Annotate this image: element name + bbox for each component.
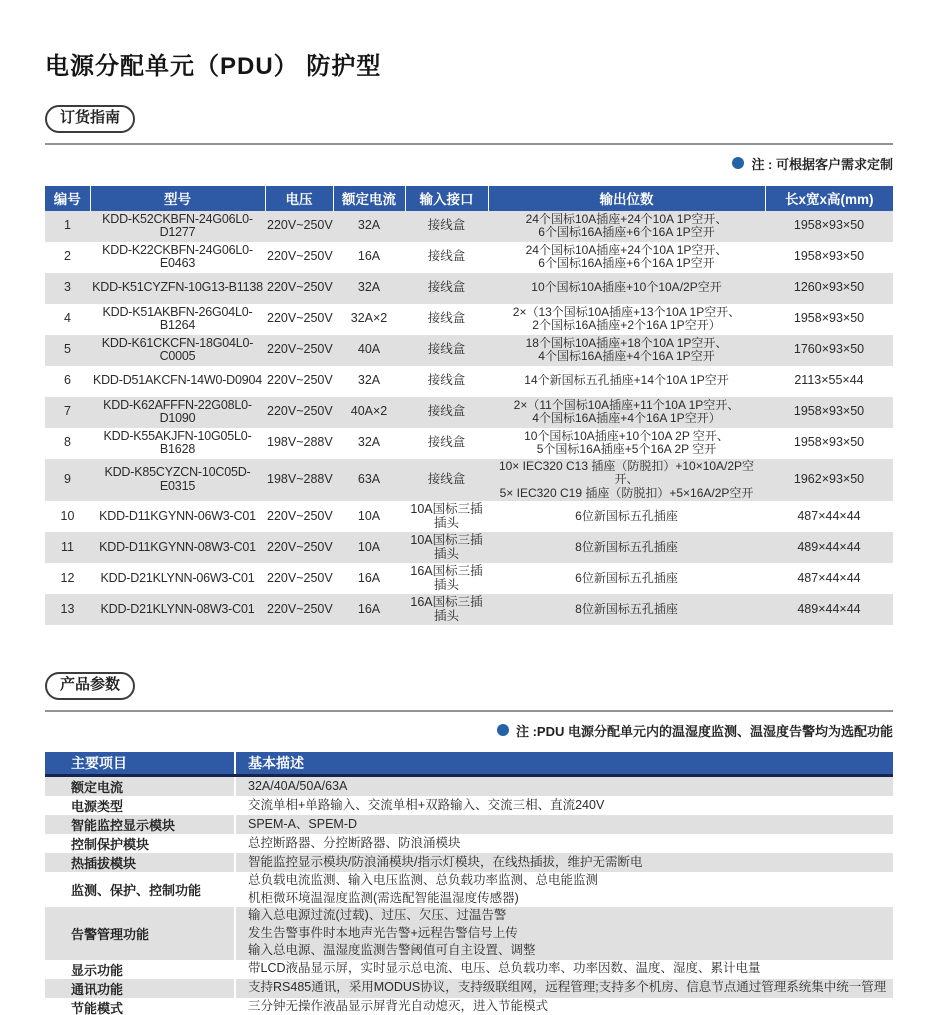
cell-desc	[235, 960, 893, 979]
cell-output	[488, 366, 765, 397]
cell-no: 11	[61, 539, 74, 554]
cell-dims: 2113×55×44	[794, 373, 864, 388]
cell-output	[488, 459, 765, 502]
cell-dims: 489×44×44	[797, 601, 861, 616]
cell-item: 智能监控显示模块	[45, 815, 235, 834]
cell-output	[488, 397, 765, 428]
ordering-table-row	[45, 594, 893, 625]
cell-input: 接线盒	[427, 249, 466, 264]
cell-desc	[235, 796, 893, 815]
cell-current: 32A	[357, 280, 381, 295]
cell-output	[488, 594, 765, 625]
cell-input: 接线盒	[427, 311, 466, 326]
cell-current: 63A	[357, 472, 381, 486]
ordering-table-row	[45, 366, 893, 397]
desc-line: SPEM-A、SPEM-D	[248, 816, 358, 831]
cell-output	[488, 532, 765, 563]
output-line: 4个国标16A插座+4个16A 1P空开	[538, 349, 715, 363]
ordering-table-row	[45, 273, 893, 304]
cell-input: 接线盒	[427, 373, 466, 388]
parameters-section-badge: 产品参数	[45, 672, 135, 700]
cell-item: 通讯功能	[45, 979, 235, 998]
cell-output	[488, 563, 765, 594]
cell-model: KDD-K62AFFFN-22G08L0-D1090	[103, 397, 252, 425]
cell-no: 4	[64, 311, 71, 326]
desc-line: 发生告警事件时本地声光告警+远程告警信号上传	[248, 925, 518, 940]
ordering-table-row	[45, 532, 893, 563]
cell-desc	[235, 815, 893, 834]
cell-model: KDD-D21KLYNN-06W3-C01	[100, 570, 255, 585]
parameters-table	[45, 752, 893, 1015]
cell-input: 10A国标三插插头	[410, 533, 483, 561]
cell-input: 接线盒	[427, 342, 466, 357]
cell-desc	[235, 872, 893, 907]
cell-item: 控制保护模块	[45, 834, 235, 853]
cell-dims: 487×44×44	[797, 508, 861, 523]
cell-no: 1	[64, 218, 71, 233]
ordering-table-row	[45, 242, 893, 273]
ordering-note-text: 注 : 可根据客户需求定制	[751, 156, 893, 172]
cell-model: KDD-D21KLYNN-08W3-C01	[100, 601, 255, 616]
output-line: 6个国标16A插座+6个16A 1P空开	[538, 225, 715, 239]
parameters-table-row	[45, 907, 893, 960]
output-line: 8位新国标五孔插座	[575, 539, 678, 554]
ordering-section	[45, 81, 893, 625]
cell-model: KDD-D11KGYNN-06W3-C01	[99, 508, 256, 523]
col-header-item: 主要项目	[45, 752, 235, 776]
ordering-col-header-1: 型号	[90, 186, 265, 211]
col-header-desc: 基本描述	[235, 752, 893, 776]
cell-dims: 487×44×44	[797, 570, 861, 585]
cell-no: 13	[60, 601, 75, 616]
cell-model: KDD-K55AKJFN-10G05L0-B1628	[103, 428, 252, 456]
cell-current: 40A×2	[350, 404, 388, 419]
output-line: 6位新国标五孔插座	[575, 570, 678, 585]
cell-no: 9	[64, 472, 71, 486]
output-line: 6个国标16A插座+6个16A 1P空开	[538, 256, 715, 270]
desc-line: 支持RS485通讯，采用MODUS协议，支持级联组网，远程管理;支持多个机房、信息节点通过管理系统集中统一管理	[248, 980, 887, 995]
parameters-note	[45, 721, 893, 740]
cell-output	[488, 428, 765, 459]
parameters-table-header-row	[45, 752, 893, 776]
cell-dims: 1760×93×50	[793, 342, 865, 357]
output-line: 8位新国标五孔插座	[575, 601, 678, 616]
ordering-col-header-2: 电压	[265, 186, 333, 211]
cell-input: 接线盒	[427, 404, 466, 419]
cell-current: 16A	[357, 249, 381, 264]
cell-dims: 1958×93×50	[793, 218, 865, 233]
cell-current: 32A	[357, 373, 381, 388]
parameters-table-row	[45, 872, 893, 907]
cell-model: KDD-K52CKBFN-24G06L0-D1277	[102, 211, 253, 239]
ordering-table-row	[45, 501, 893, 532]
cell-current: 10A	[357, 539, 381, 554]
cell-desc	[235, 979, 893, 998]
parameters-table-row	[45, 776, 893, 797]
ordering-divider	[45, 143, 893, 145]
cell-no: 8	[64, 435, 71, 450]
cell-item: 节能模式	[45, 998, 235, 1015]
cell-item: 额定电流	[45, 776, 235, 797]
cell-input: 10A国标三插插头	[410, 502, 483, 530]
parameters-table-row	[45, 998, 893, 1015]
ordering-section-badge: 订货指南	[45, 105, 135, 133]
parameters-table-row	[45, 815, 893, 834]
cell-no: 10	[60, 508, 75, 523]
output-line: 18个国标10A插座+18个10A 1P空开、	[525, 335, 728, 350]
cell-item: 显示功能	[45, 960, 235, 979]
ordering-table	[45, 186, 893, 626]
ordering-table-row	[45, 335, 893, 366]
desc-line: 总负载电流监测、输入电压监测、总负载功率监测、总电能监测	[248, 873, 599, 887]
output-line: 4个国标16A插座+4个16A 1P空开）	[532, 411, 721, 425]
cell-dims: 1958×93×50	[793, 435, 865, 450]
cell-voltage: 220V~250V	[267, 570, 333, 585]
output-line: 14个新国标五孔插座+14个10A 1P空开	[524, 373, 729, 388]
cell-voltage: 220V~250V	[267, 373, 333, 388]
ordering-table-row	[45, 211, 893, 242]
note-dot-icon	[497, 724, 509, 736]
page-title: 电源分配单元（PDU） 防护型	[45, 53, 382, 80]
cell-dims: 1958×93×50	[793, 311, 865, 326]
output-line: 24个国标10A插座+24个10A 1P空开、	[525, 242, 728, 257]
cell-model: KDD-K51CYZFN-10G13-B1138	[92, 280, 263, 295]
parameters-note-text: 注 :PDU 电源分配单元内的温湿度监测、温湿度告警均为选配功能	[515, 723, 893, 739]
desc-line: 交流单相+单路输入、交流单相+双路输入、交流三相、直流240V	[248, 797, 605, 812]
cell-current: 32A	[357, 218, 381, 233]
output-line: 2个国标16A插座+2个16A 1P空开）	[532, 318, 721, 332]
cell-model: KDD-K51AKBFN-26G04L0-B1264	[102, 304, 253, 332]
cell-model: KDD-D51AKCFN-14W0-D0904	[92, 373, 263, 388]
cell-model: KDD-K22CKBFN-24G06L0-E0463	[102, 242, 253, 270]
parameters-divider	[45, 710, 893, 712]
cell-item: 电源类型	[45, 796, 235, 815]
cell-dims: 1260×93×50	[793, 280, 865, 295]
cell-output	[488, 501, 765, 532]
cell-voltage: 220V~250V	[267, 342, 333, 357]
cell-dims: 1958×93×50	[793, 249, 865, 264]
cell-voltage: 220V~250V	[267, 404, 333, 419]
cell-voltage: 220V~250V	[267, 311, 333, 326]
ordering-col-header-3: 额定电流	[333, 186, 405, 211]
cell-voltage: 220V~250V	[267, 601, 333, 616]
cell-input: 16A国标三插插头	[410, 595, 483, 623]
parameters-table-row	[45, 960, 893, 979]
desc-line: 总控断路器、分控断路器、防浪涌模块	[248, 835, 461, 850]
cell-model: KDD-K85CYZCN-10C05D-E0315	[104, 465, 251, 493]
desc-line: 智能监控显示模块/防浪涌模块/指示灯模块，在线热插拔，维护无需断电	[248, 854, 643, 869]
cell-model: KDD-D11KGYNN-08W3-C01	[99, 539, 256, 554]
cell-dims: 489×44×44	[797, 539, 861, 554]
ordering-col-header-6: 长x宽x高(mm)	[765, 186, 893, 211]
output-line: 2×（13个国标10A插座+13个10A 1P空开、	[512, 304, 741, 319]
ordering-col-header-5: 输出位数	[488, 186, 765, 211]
cell-item: 告警管理功能	[45, 907, 235, 960]
ordering-table-row	[45, 428, 893, 459]
cell-voltage: 220V~250V	[267, 508, 333, 523]
cell-voltage: 220V~250V	[267, 280, 333, 295]
parameters-section	[45, 648, 893, 1015]
cell-model: KDD-K61CKCFN-18G04L0-C0005	[101, 335, 254, 363]
cell-dims: 1962×93×50	[793, 472, 865, 486]
cell-voltage: 220V~250V	[267, 539, 333, 554]
cell-current: 32A×2	[350, 311, 388, 326]
desc-line: 输入总电源过流(过载)、过压、欠压、过温告警	[248, 908, 507, 922]
output-line: 10个国标10A插座+10个10A 2P 空开、	[524, 428, 729, 443]
output-line: 10个国标10A插座+10个10A/2P空开	[531, 280, 722, 295]
output-line: 2×（11个国标10A插座+11个10A 1P空开、	[513, 397, 740, 412]
ordering-col-header-0: 编号	[45, 186, 90, 211]
desc-line: 32A/40A/50A/63A	[248, 778, 348, 793]
cell-no: 7	[64, 404, 71, 419]
cell-input: 16A国标三插插头	[410, 564, 483, 592]
cell-no: 12	[60, 570, 75, 585]
desc-line: 机柜微环境温湿度监测(需选配智能温湿度传感器)	[248, 890, 519, 905]
cell-no: 6	[64, 373, 71, 388]
cell-no: 3	[64, 280, 71, 295]
cell-voltage: 220V~250V	[267, 218, 333, 233]
cell-input: 接线盒	[427, 280, 466, 295]
cell-output	[488, 242, 765, 273]
output-line: 10× IEC320 C13 插座（防脱扣）+10×10A/2P空开、	[498, 458, 755, 486]
parameters-table-row	[45, 853, 893, 872]
ordering-col-header-4: 输入接口	[405, 186, 488, 211]
cell-no: 2	[64, 249, 71, 264]
parameters-table-row	[45, 834, 893, 853]
cell-current: 16A	[357, 601, 381, 616]
note-dot-icon	[732, 157, 744, 169]
cell-current: 32A	[357, 435, 381, 450]
cell-voltage: 220V~250V	[267, 249, 333, 264]
output-line: 6位新国标五孔插座	[575, 508, 678, 523]
cell-desc	[235, 907, 893, 960]
parameters-table-row	[45, 796, 893, 815]
cell-output	[488, 335, 765, 366]
cell-current: 10A	[357, 508, 381, 523]
desc-line: 带LCD液晶显示屏，实时显示总电流、电压、总负载功率、功率因数、温度、湿度、累计电量	[248, 961, 761, 976]
ordering-table-row	[45, 397, 893, 428]
cell-no: 5	[64, 342, 71, 357]
cell-input: 接线盒	[427, 472, 466, 486]
ordering-note	[45, 154, 893, 173]
cell-current: 40A	[357, 342, 381, 357]
cell-voltage: 198V~288V	[267, 472, 333, 486]
cell-output	[488, 211, 765, 242]
output-line: 5个国标16A插座+5个16A 2P 空开	[536, 442, 717, 456]
desc-line: 输入总电源、温湿度监测告警阈值可自主设置、调整	[248, 943, 536, 957]
cell-current: 16A	[357, 570, 381, 585]
desc-line: 三分钟无操作液晶显示屏背光自动熄灭，进入节能模式	[248, 999, 549, 1014]
parameters-table-row	[45, 979, 893, 998]
ordering-table-row	[45, 563, 893, 594]
ordering-table-row	[45, 304, 893, 335]
cell-desc	[235, 853, 893, 872]
cell-item: 热插拔模块	[45, 853, 235, 872]
cell-output	[488, 304, 765, 335]
cell-input: 接线盒	[427, 218, 466, 233]
cell-dims: 1958×93×50	[793, 404, 865, 419]
ordering-table-row	[45, 459, 893, 502]
cell-output	[488, 273, 765, 304]
output-line: 5× IEC320 C19 插座（防脱扣）+5×16A/2P空开	[499, 485, 754, 500]
output-line: 24个国标10A插座+24个10A 1P空开、	[525, 211, 728, 226]
cell-desc	[235, 776, 893, 797]
cell-desc	[235, 834, 893, 853]
cell-input: 接线盒	[427, 435, 466, 450]
cell-desc	[235, 998, 893, 1015]
ordering-table-header-row	[45, 186, 893, 211]
cell-item: 监测、保护、控制功能	[45, 872, 235, 907]
cell-voltage: 198V~288V	[267, 435, 333, 450]
